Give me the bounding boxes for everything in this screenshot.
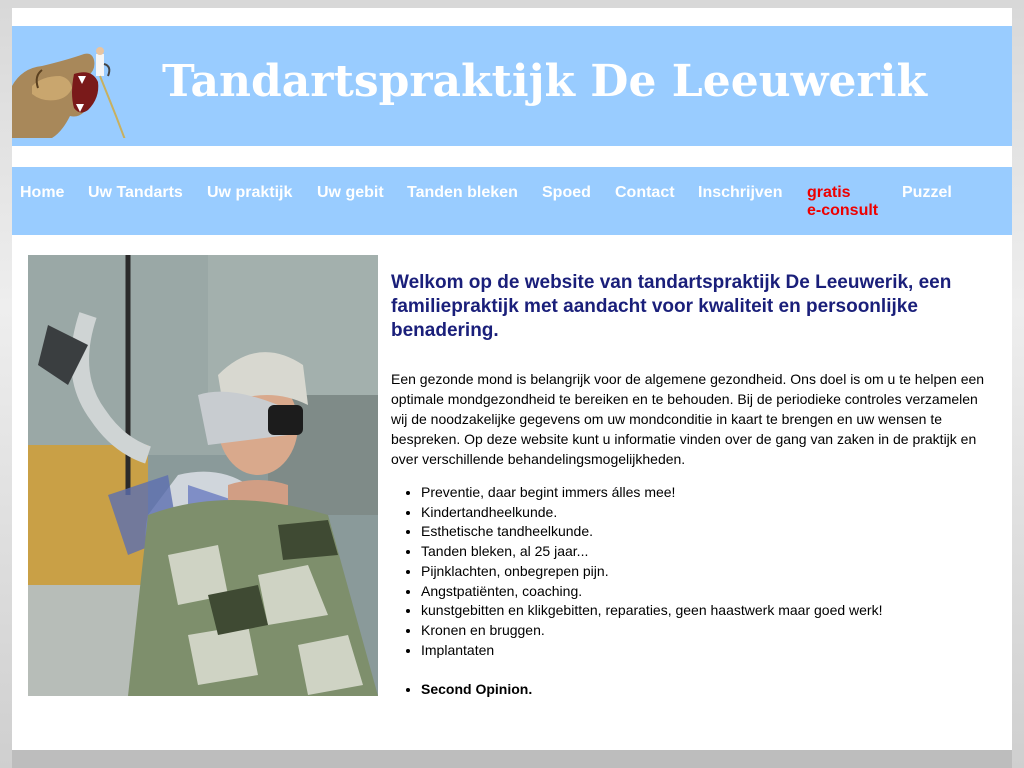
list-item-second-opinion: • Second Opinion. [421, 680, 991, 700]
dentist-with-microscope-photo [28, 255, 378, 696]
list-item: • Preventie, daar begint immers álles mee! [421, 483, 991, 503]
nav-item-contact[interactable]: Contact [615, 184, 675, 201]
footer-bar [12, 750, 1012, 768]
services-list [391, 483, 991, 700]
list-item: • Kindertandheelkunde. [421, 503, 991, 523]
list-item: • Implantaten [421, 641, 991, 661]
list-item: • kunstgebitten en klikgebitten, reparaties, geen haastwerk maar goed werk! [421, 601, 991, 621]
nav-item-puzzel[interactable]: Puzzel [902, 184, 952, 201]
nav-item-home[interactable]: Home [20, 184, 65, 201]
nav-item-econsult-label: e-consult [807, 202, 879, 219]
list-item: • Tanden bleken, al 25 jaar... [421, 542, 991, 562]
welcome-heading: Welkom op de website van tandartspraktijk De Leeuwerik, een familiepraktijk met aandacht voor kwaliteit en persoonlijke benadering. [391, 272, 952, 341]
nav-item-spoed[interactable]: Spoed [542, 184, 591, 201]
nav-item-tanden-bleken[interactable]: Tanden bleken [407, 184, 518, 201]
nav-item-inschrijven[interactable]: Inschrijven [698, 184, 783, 201]
nav-item-gratis-econsult[interactable] [807, 184, 878, 220]
main-content [391, 271, 991, 700]
nav-item-gratis-label: gratis [807, 184, 851, 201]
header-banner [12, 26, 1012, 146]
list-item: • Kronen en bruggen. [421, 621, 991, 641]
site-title: Tandartspraktijk De Leeuwerik [162, 56, 927, 107]
nav-item-uw-gebit[interactable]: Uw gebit [317, 184, 384, 201]
page [12, 8, 1012, 768]
nav-item-uw-tandarts[interactable]: Uw Tandarts [88, 184, 183, 201]
list-item: • Esthetische tandheelkunde. [421, 522, 991, 542]
main-navigation [12, 167, 1012, 235]
list-item: • Angstpatiënten, coaching. [421, 582, 991, 602]
list-item: • Pijnklachten, onbegrepen pijn. [421, 562, 991, 582]
lion-dentist-logo-icon [12, 46, 137, 138]
nav-item-uw-praktijk[interactable]: Uw praktijk [207, 184, 293, 201]
intro-paragraph: Een gezonde mond is belangrijk voor de algemene gezondheid. Ons doel is om u te helpen een optimale mondgezondheid te bereiken en te behouden. Bij de periodieke controles verzamelen wij de noodzakelijke gegevens om uw mondconditie in kaart te brengen en uw wensen te bespreken. Op deze website kunt u informatie vinden over de gang van zaken in de praktijk en over verschillende behandelingsmogelijkheden. [391, 371, 985, 467]
